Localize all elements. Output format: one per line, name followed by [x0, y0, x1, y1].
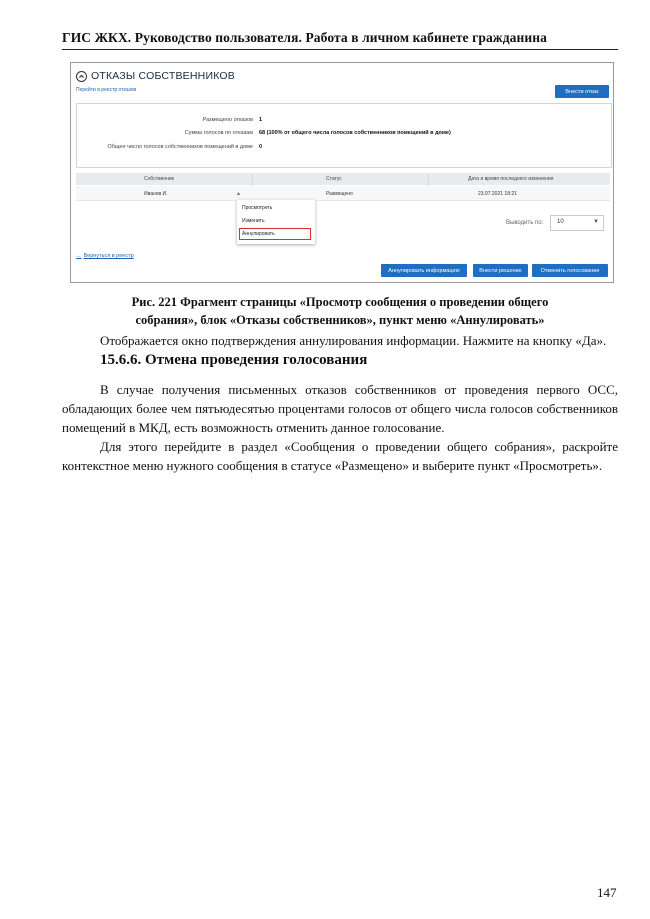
cell-datetime: 23.07.2021 18:21 — [478, 191, 517, 197]
paragraph: Для этого перейдите в раздел «Сообщения о проведении общего собрания», раскройте контекстное меню нужного сообщения в статусе «Размещено» и выберите пункт «Просмотреть». — [62, 439, 618, 473]
per-page-select[interactable] — [550, 215, 604, 231]
arrow-left-icon: ← — [76, 253, 82, 259]
summary-label: Сумма голосов по отказам — [184, 130, 253, 136]
enter-decision-button[interactable]: Внести решение — [473, 264, 528, 277]
screenshot-owners-refusals — [70, 62, 614, 283]
per-page-label: Выводить по: — [506, 220, 544, 226]
column-header-datetime: Дата и время последнего изменения — [468, 176, 554, 182]
menu-item-annul[interactable]: Аннулировать — [242, 231, 275, 237]
column-header-owner: Собственник — [144, 176, 174, 182]
page-number: 147 — [597, 885, 617, 900]
cell-owner: Иванов И. — [144, 191, 168, 197]
dropdown-arrow-icon: ▼ — [593, 219, 599, 225]
summary-row — [81, 144, 262, 150]
summary-row — [81, 117, 262, 123]
table-header — [76, 173, 610, 185]
summary-label: Размещено отказов — [202, 117, 253, 123]
chevron-up-icon[interactable] — [76, 71, 87, 82]
context-menu — [237, 200, 315, 244]
caption-line: собрания», блок «Отказы собственников», пункт меню «Аннулировать» — [135, 313, 545, 327]
section-title[interactable] — [76, 70, 235, 82]
menu-item-view[interactable]: Просмотреть — [242, 205, 273, 211]
paragraph: В случае получения письменных отказов собственников от проведения первого ОСС, обладающих более чем пятьюдесятью процентами голосов от общего числа голосов собственников помещений в МКД, есть возможность отменить данное голосование. — [62, 382, 618, 435]
summary-label: Общее число голосов собственников помещений в доме — [107, 144, 253, 150]
back-link-text: Вернуться в реестр — [83, 253, 134, 259]
cancel-voting-button[interactable]: Отменить голосование — [532, 264, 608, 277]
annul-info-button[interactable]: Аннулировать информацию — [381, 264, 467, 277]
summary-value: 1 — [259, 117, 263, 123]
summary-value: 0 — [259, 144, 263, 150]
menu-item-edit[interactable]: Изменить — [242, 218, 265, 224]
section-title-text: ОТКАЗЫ СОБСТВЕННИКОВ — [91, 70, 235, 82]
caption-line: Рис. 221 Фрагмент страницы «Просмотр сообщения о проведении общего — [131, 295, 549, 309]
row-menu-icon[interactable]: ▴ — [237, 191, 241, 197]
cell-status: Размещено — [326, 191, 353, 197]
enter-refusal-button[interactable]: Внести отказ — [555, 85, 609, 98]
page-header: ГИС ЖКХ. Руководство пользователя. Работа в личном кабинете гражданина — [62, 30, 618, 50]
summary-row — [81, 130, 451, 136]
figure-caption — [62, 293, 618, 329]
paragraph: Отображается окно подтверждения аннулирования информации. Нажмите на кнопку «Да». — [100, 333, 607, 348]
subheading: 15.6.6. Отмена проведения голосования — [100, 352, 368, 368]
summary-box — [76, 103, 612, 168]
summary-value: 68 (100% от общего числа голосов собственников помещений в доме) — [259, 130, 451, 136]
back-link[interactable] — [76, 253, 134, 259]
per-page-value: 10 — [557, 219, 564, 225]
table-row[interactable] — [76, 186, 610, 201]
column-header-status: Статус — [326, 176, 342, 182]
registry-link[interactable]: Перейти в реестр отказов — [76, 87, 137, 93]
